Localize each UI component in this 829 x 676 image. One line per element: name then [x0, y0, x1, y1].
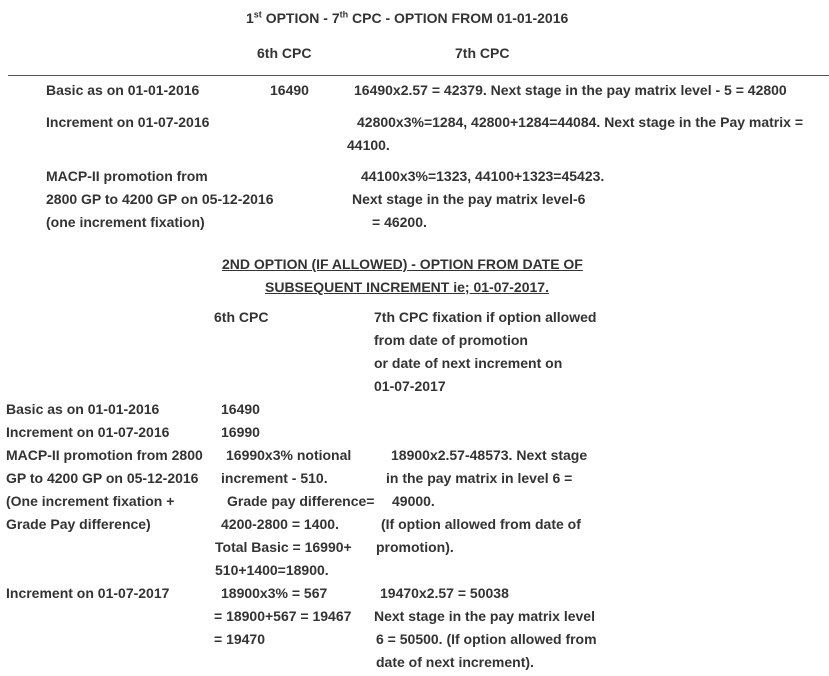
option2-row-increment2016-6th: 16990 [221, 424, 260, 440]
option2-row-increment2017-7th-line2: Next stage in the pay matrix level [374, 608, 595, 624]
option2-row-basic-6th: 16490 [221, 401, 260, 417]
option2-row-increment2016-label: Increment on 01-07-2016 [6, 424, 170, 440]
option1-row-macp-label-line1: MACP-II promotion from [46, 168, 208, 184]
option1-header-7th-cpc: 7th CPC [455, 45, 510, 61]
option2-header-7th-line3: or date of next increment on [374, 355, 563, 371]
option1-row-increment-7th-line2: 44100. [347, 137, 390, 153]
option1-row-macp-7th-line3: = 46200. [372, 214, 427, 230]
option2-row-macp-6th-line2: increment - 510. [221, 470, 328, 486]
option1-row-increment-7th-line1: 42800x3%=1284, 42800+1284=44084. Next stage in the Pay matrix = [357, 114, 803, 130]
option2-row-increment2017-7th-line3: 6 = 50500. (If option allowed from [376, 631, 597, 647]
option2-row-macp-6th-line5: Total Basic = 16990+ [215, 539, 352, 555]
option1-row-increment-label: Increment on 01-07-2016 [46, 114, 210, 130]
option2-row-macp-7th-line3: 49000. [392, 493, 435, 509]
option2-row-increment2017-label: Increment on 01-07-2017 [6, 585, 170, 601]
option2-title-line1: 2ND OPTION (IF ALLOWED) - OPTION FROM DATE OF [222, 256, 583, 272]
header-divider [8, 75, 829, 76]
option2-row-increment2017-6th-line2: = 18900+567 = 19467 [214, 608, 352, 624]
option2-row-macp-7th-line2: in the pay matrix in level 6 = [386, 470, 573, 486]
option2-header-7th-line2: from date of promotion [374, 332, 528, 348]
option1-header-6th-cpc: 6th CPC [257, 45, 312, 61]
option1-title: 1st OPTION - 7th CPC - OPTION FROM 01-01-2016 [246, 9, 569, 26]
option1-row-basic-6th: 16490 [270, 82, 309, 98]
option2-row-macp-6th-line1: 16990x3% notional [226, 447, 352, 463]
option1-row-macp-7th-line1: 44100x3%=1323, 44100+1323=45423. [361, 168, 605, 184]
option1-row-macp-label-line2: 2800 GP to 4200 GP on 05-12-2016 [46, 191, 274, 207]
option1-row-basic-7th: 16490x2.57 = 42379. Next stage in the pay matrix level - 5 = 42800 [354, 82, 787, 98]
option2-row-macp-6th-line3: Grade pay difference= [227, 493, 375, 509]
option1-row-macp-7th-line2: Next stage in the pay matrix level-6 [352, 191, 586, 207]
option1-row-macp-label-line3: (one increment fixation) [46, 214, 205, 230]
option2-header-7th-line1: 7th CPC fixation if option allowed [374, 309, 597, 325]
option2-row-increment2017-7th-line1: 19470x2.57 = 50038 [380, 585, 509, 601]
option2-row-macp-7th-line5: promotion). [376, 539, 454, 555]
option1-row-basic-label: Basic as on 01-01-2016 [46, 82, 200, 98]
option2-header-6th-cpc: 6th CPC [214, 309, 269, 325]
option2-title-line2: SUBSEQUENT INCREMENT ie; 01-07-2017. [265, 279, 549, 295]
option2-row-macp-6th-line4: 4200-2800 = 1400. [221, 516, 339, 532]
option2-row-macp-label-line4: Grade Pay difference) [6, 516, 151, 532]
option2-header-7th-line4: 01-07-2017 [374, 378, 446, 394]
option2-row-increment2017-6th-line3: = 19470 [214, 631, 265, 647]
option2-row-macp-7th-line4: (If option allowed from date of [381, 516, 581, 532]
option2-row-macp-label-line1: MACP-II promotion from 2800 [6, 447, 203, 463]
option2-row-macp-label-line3: (One increment fixation + [6, 493, 175, 509]
option2-row-macp-6th-line6: 510+1400=18900. [215, 562, 329, 578]
option2-row-basic-label: Basic as on 01-01-2016 [6, 401, 160, 417]
option2-row-macp-7th-line1: 18900x2.57-48573. Next stage [391, 447, 588, 463]
option2-row-macp-label-line2: GP to 4200 GP on 05-12-2016 [6, 470, 199, 486]
option2-row-increment2017-6th-line1: 18900x3% = 567 [221, 585, 328, 601]
option2-row-increment2017-7th-line4: date of next increment). [376, 654, 534, 670]
